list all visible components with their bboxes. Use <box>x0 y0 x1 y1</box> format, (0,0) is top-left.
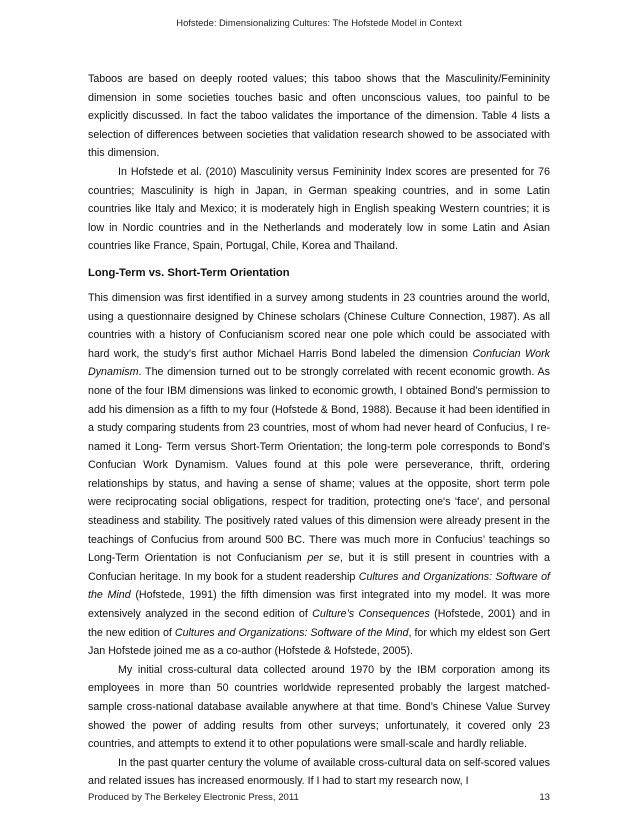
page-number: 13 <box>539 792 550 803</box>
text-run: This dimension was first identified in a survey among students in 23 countries around the world, using a questionnaire designed by Chinese scholars (Chinese Culture Connection, 1987). As all countries with a history of Confucianism scored near one pole which could be associated with hard work, the study’s first author Michael Harris Bond labeled the dimension <box>88 291 550 360</box>
page-footer <box>88 792 550 803</box>
paragraph-masculinity-scores: In Hofstede et al. (2010) Masculinity versus Femininity Index scores are presented for 76 countries; Masculinity is high in Japan, in German speaking countries, and in some Latin countries like Italy and Mexico; it is moderately high in English speaking Western countries; it is low in Nordic countries and in the Netherlands and moderately low in some Latin and Asian countries like France, Spain, Portugal, Chile, Korea and Thailand. <box>88 165 550 253</box>
text-run: . The dimension turned out to be strongly correlated with recent economic growth. As none of the four IBM dimensions was linked to economic growth, I obtained Bond’s permission to add his dimension as a fifth to my four (Hofstede & Bond, 1988). Because it had been identified in a study comparing students from 23 countries, most of whom had never heard of Confucius, I re-named it Long- Term versus Short-Term Orientation; the long-term pole corresponds to Bond’s Confucian Work Dynamism. Values found at this pole were perseverance, thrift, ordering relationships by status, and having a sense of shame; values at the opposite, short term pole were reciprocating social obligations, respect for tradition, protecting one's 'face', and personal steadiness and stability. The positively rated values of this dimension were already present in the teachings of Confucius from around 500 BC. There was much more in Confucius’ teachings so Long-Term Orientation is not Confucianism <box>88 366 550 565</box>
paragraph-lto-origin <box>88 289 550 661</box>
italic-book-title: Cultures and Organizations: Software of the Mind <box>174 626 409 639</box>
paragraph-ibm-data: My initial cross-cultural data collected around 1970 by the IBM corporation among its employees in more than 50 countries worldwide represented probably the largest matched-sample cross-national database available anywhere at that time. Bond’s Chinese Value Survey showed the power of adding results from other surveys; unfortunately, it covered only 23 countries, and attempts to extend it to other populations were small-scale and hardly reliable. <box>88 663 550 751</box>
text-run: (Hofstede, 2001) and in the new edition of <box>88 608 551 639</box>
text-run: , but it is still present in countries with a Confucian heritage. In my book for a student readership <box>88 552 550 583</box>
text-run: (Hofstede, 1991) the fifth dimension was first integrated into my model. It was more extensively analyzed in the second edition of <box>88 589 550 621</box>
italic-book-title: Culture’s Consequences <box>312 608 430 621</box>
text-run: , for which my eldest son Gert Jan Hofstede joined me as a co-author (Hofstede & Hofstede, 2005). <box>88 626 551 658</box>
footer-publisher: Produced by The Berkeley Electronic Press, 2011 <box>88 792 299 803</box>
italic-term: per se <box>307 552 340 565</box>
page-body <box>88 70 550 791</box>
paragraph-taboos: Taboos are based on deeply rooted values; this taboo shows that the Masculinity/Femininity dimension in some societies touches basic and often unconscious values, too painful to be explicitly discussed. In fact the taboo validates the importance of the dimension. Table 4 lists a selection of differences between societies that validation research showed to be associated with this dimension. <box>88 73 550 160</box>
italic-book-title: Cultures and Organizations: Software of the Mind <box>88 570 551 602</box>
running-header: Hofstede: Dimensionalizing Cultures: The Hofstede Model in Context <box>176 17 462 28</box>
paragraph-data-volume: In the past quarter century the volume of available cross-cultural data on self-scored values and related issues has increased enormously. If I had to start my research now, I <box>88 756 550 788</box>
italic-term: Confucian Work Dynamism <box>88 347 550 379</box>
section-heading: Long-Term vs. Short-Term Orientation <box>88 266 290 279</box>
